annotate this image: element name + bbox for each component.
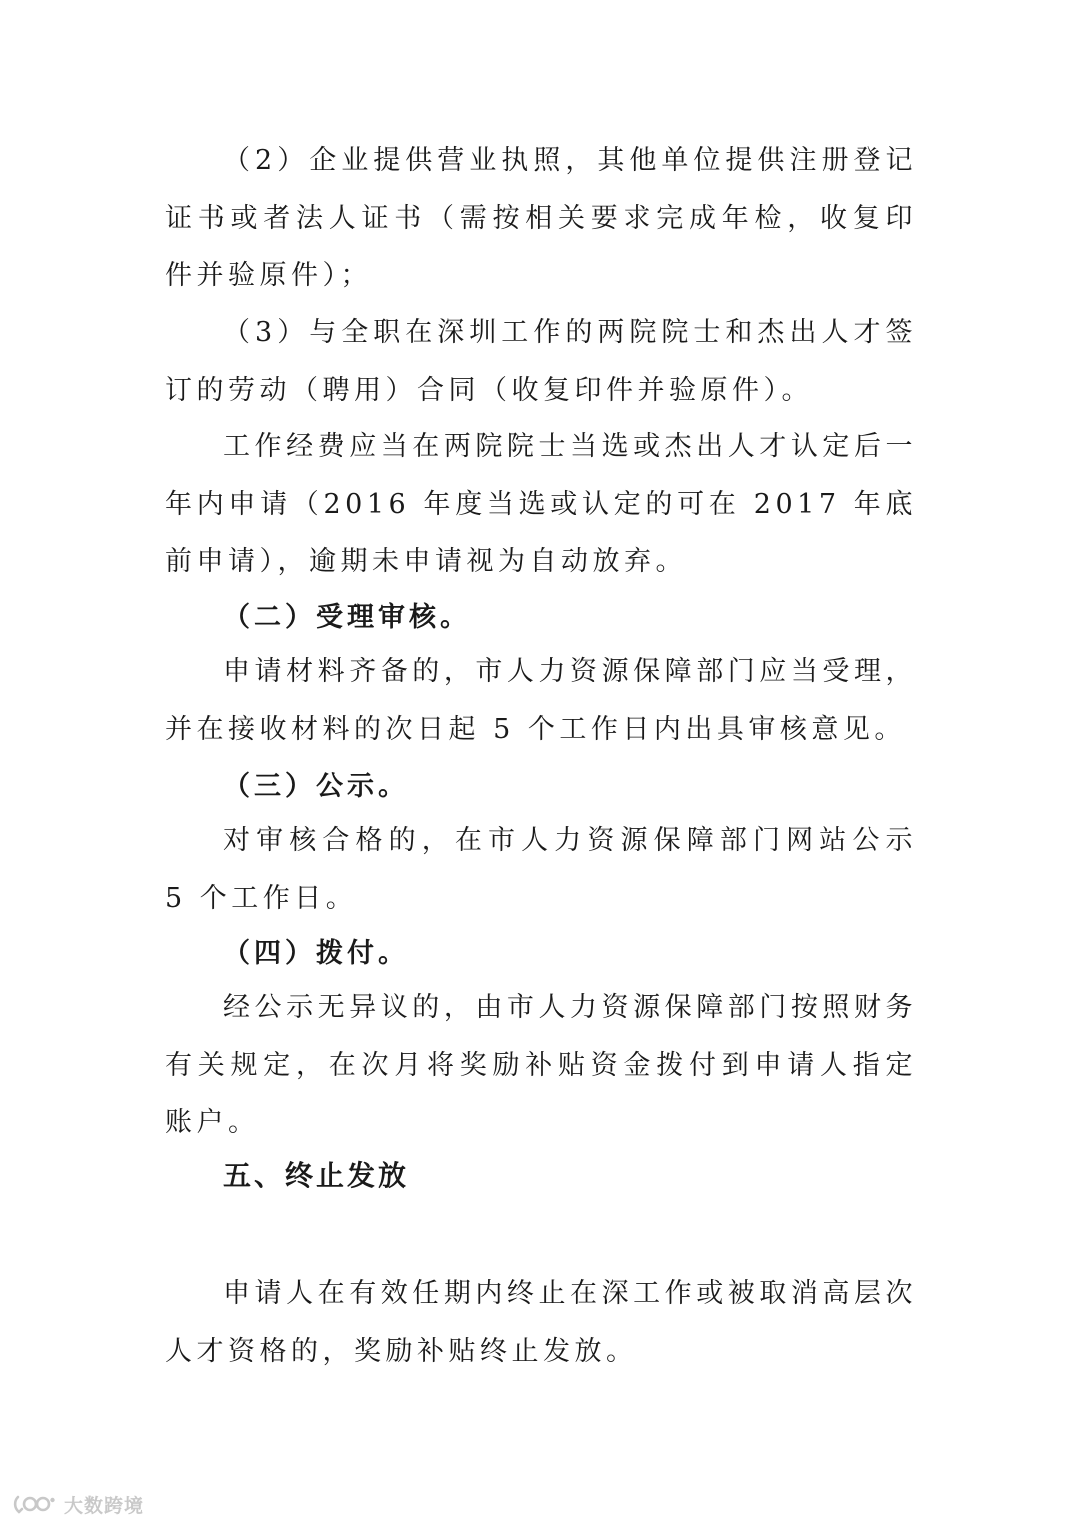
item-2-business-license: （2）企业提供营业执照，其他单位提供注册登记证书或者法人证书（需按相关要求完成年检，收复印件并验原件）； xyxy=(165,145,917,291)
heading-review: （二）受理审核。 xyxy=(223,602,471,633)
termination-text: 申请人在有效任期内终止在深工作或被取消高层次人才资格的，奖励补贴终止发放。 xyxy=(165,1278,917,1367)
work-funding-deadline: 工作经费应当在两院院士当选或杰出人才认定后一年内申请（2016 年度当选或认定的可在 2017 年底前申请），逾期未申请视为自动放弃。 xyxy=(165,431,917,577)
heading-publicity: （三）公示。 xyxy=(223,771,409,802)
dashuju-logo-icon xyxy=(12,1491,58,1517)
watermark-text: 大数跨境 xyxy=(64,1494,145,1517)
section-title-termination: 五、终止发放 xyxy=(223,1159,410,1192)
publicity-text: 对审核合格的，在市人力资源保障部门网站公示 5 个工作日。 xyxy=(165,825,917,914)
review-text: 申请材料齐备的，市人力资源保障部门应当受理，并在接收材料的次日起 5 个工作日内出具审核意见。 xyxy=(165,656,917,745)
watermark xyxy=(12,1490,144,1518)
payment-text: 经公示无异议的，由市人力资源保障部门按照财务有关规定，在次月将奖励补贴资金拨付到申请人指定账户。 xyxy=(165,992,917,1138)
item-3-labor-contract: （3）与全职在深圳工作的两院院士和杰出人才签订的劳动（聘用）合同（收复印件并验原件）。 xyxy=(165,317,917,406)
heading-payment: （四）拨付。 xyxy=(223,938,409,969)
